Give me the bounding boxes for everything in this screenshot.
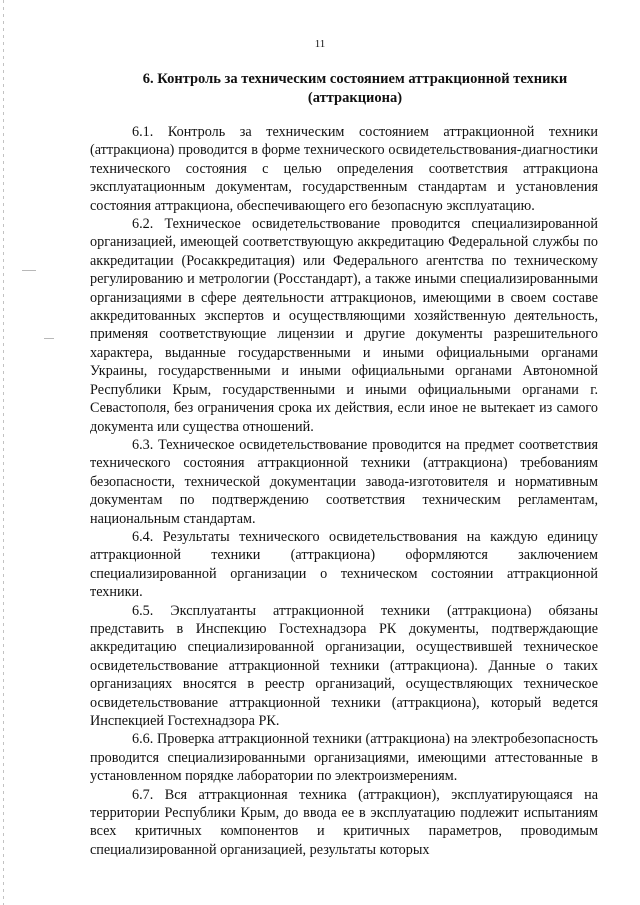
paragraph-6-5: 6.5. Эксплуатанты аттракционной техники (аттракциона) обязаны представить в Инспекцию Гостехнадзора РК документы, подтверждающие аккредитацию специализированной организации, осуществившей техническое освидетельствование аттракционной техники (аттракциона). Данные о таких организациях вносятся в реестр организаций, осуществляющих техническое освидетельствование аттракционной техники (аттракциона), который ведется Инспекцией Гостехнадзора РК. xyxy=(90,602,598,729)
scan-edge-line xyxy=(3,0,4,905)
paragraph-6-2: 6.2. Техническое освидетельствование проводится специализированной организацией, имеющей соответствующую аккредитацию Федеральной службы по аккредитации (Росаккредитация) или Федерального агентства по техническому регулированию и метрологии (Росстандарт), а также иными специализированными организациями в сфере деятельности аттракционов, имеющими в своем составе аккредитованных экспертов и осуществляющими хозяйственную деятельность, применяя соответствующие лицензии и другие документы разрешительного характера, выданные государственными и иными официальными органами Украины, государственными и иными официальными органами Автономной Республики Крым, государственными и иными официальными органами г. Севастополя, без ограничения срока их действия, если иное не вытекает из самого документа или существа отношений. xyxy=(90,216,598,435)
paragraph-6-6: 6.6. Проверка аттракционной техники (аттракциона) на электробезопасность проводится специализированными организациями, имеющими аттестованные в установленном порядке лаборатории по электроизмерениям. xyxy=(90,731,598,785)
margin-mark xyxy=(22,270,36,271)
margin-mark xyxy=(44,338,54,339)
page-number: 11 xyxy=(314,38,326,50)
section-title-line-2: (аттракциона) xyxy=(307,90,403,106)
section-body xyxy=(90,123,598,859)
section-title xyxy=(110,70,600,108)
section-title-line-1: 6. Контроль за техническим состоянием аттракционной техники xyxy=(142,71,568,87)
paragraph-6-7: 6.7. Вся аттракционная техника (аттракцион), эксплуатирующаяся на территории Республики Крым, до ввода ее в эксплуатацию подлежит испытаниям всех критичных компонентов и критичных параметров, проводимым специализированной организацией, результаты которых xyxy=(90,786,598,858)
paragraph-6-3: 6.3. Техническое освидетельствование проводится на предмет соответствия технического состояния аттракционной техники (аттракциона) требованиям безопасности, технической документации завода-изготовителя и нормативным документам по подтверждению соответствия техническим регламентам, национальным стандартам. xyxy=(90,436,598,527)
paragraph-6-4: 6.4. Результаты технического освидетельствования на каждую единицу аттракционной техники (аттракциона) оформляются заключением специализированной организации о техническом состоянии аттракционной техники. xyxy=(90,528,598,601)
paragraph-6-1: 6.1. Контроль за техническим состоянием аттракционной техники (аттракциона) проводится в форме технического освидетельствования-диагностики технического состояния с целью определения соответствия аттракциона эксплуатационным документам, государственным стандартам и установления состояния аттракциона, обеспечивающего его безопасную эксплуатацию. xyxy=(90,124,598,214)
